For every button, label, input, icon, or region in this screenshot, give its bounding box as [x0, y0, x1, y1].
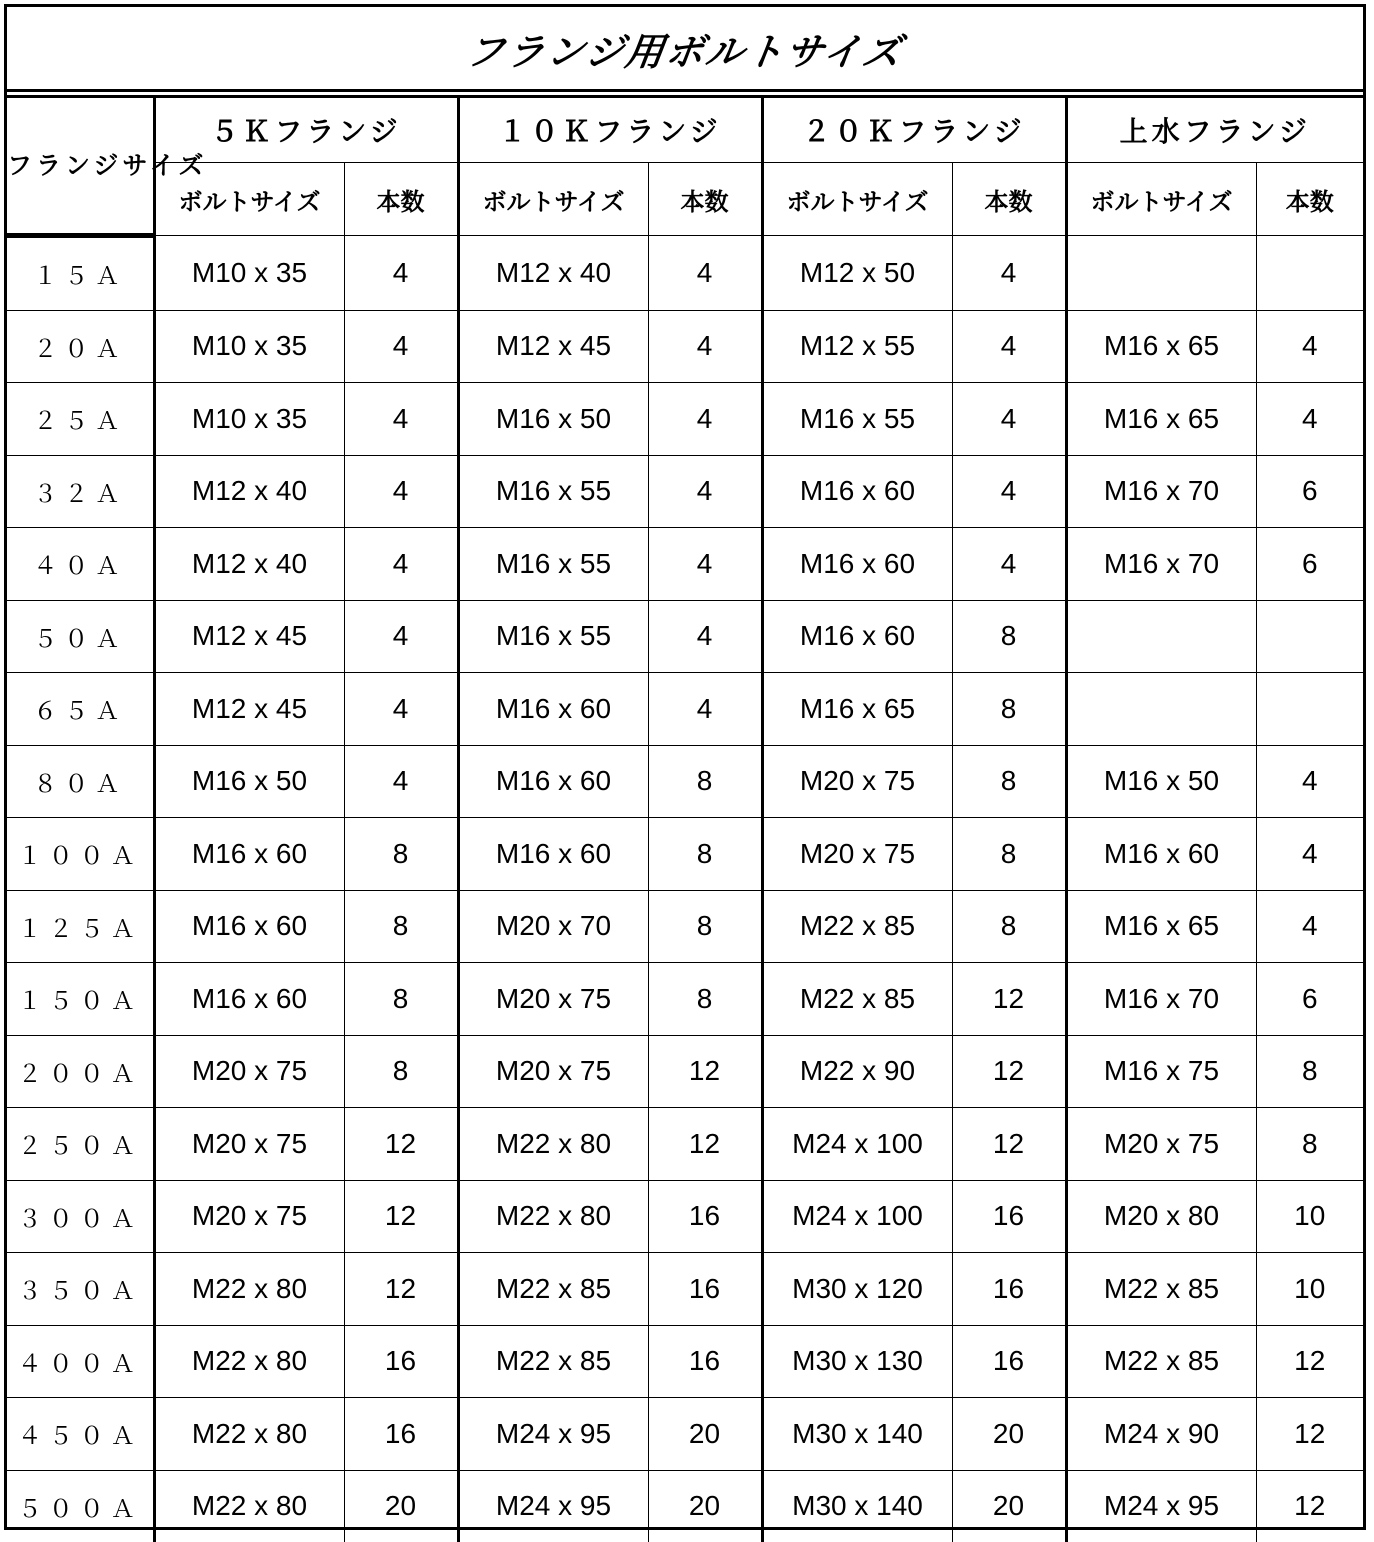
bolt-size-cell — [1066, 673, 1256, 746]
table-row — [7, 310, 1363, 383]
bolt-size-cell: M16 x 60 — [762, 528, 952, 601]
bolt-size-cell: M20 x 75 — [762, 818, 952, 891]
bolt-count-cell: 12 — [952, 1035, 1066, 1108]
header-row-groups — [7, 97, 1363, 163]
bolt-count-cell: 16 — [648, 1253, 762, 1326]
table-row — [7, 818, 1363, 891]
flange-size-cell: ５０Ａ — [7, 600, 154, 673]
flange-size-cell: ５００Ａ — [7, 1470, 154, 1542]
bolt-size-cell: M16 x 50 — [154, 745, 344, 818]
flange-size-cell: ４５０Ａ — [7, 1398, 154, 1471]
header-group-water: 上水フランジ — [1066, 97, 1363, 163]
header-count: 本数 — [648, 163, 762, 236]
bolt-size-cell: M16 x 65 — [762, 673, 952, 746]
bolt-size-cell: M30 x 140 — [762, 1470, 952, 1542]
bolt-count-cell: 8 — [344, 890, 458, 963]
bolt-size-cell: M16 x 50 — [458, 383, 648, 456]
bolt-count-cell: 16 — [952, 1180, 1066, 1253]
bolt-size-cell: M10 x 35 — [154, 310, 344, 383]
bolt-size-cell: M20 x 75 — [458, 963, 648, 1036]
bolt-size-cell: M30 x 130 — [762, 1325, 952, 1398]
title-bar — [7, 7, 1363, 92]
flange-size-cell: ４００Ａ — [7, 1325, 154, 1398]
bolt-count-cell: 8 — [1256, 1108, 1363, 1181]
bolt-count-cell: 4 — [1256, 310, 1363, 383]
bolt-size-cell: M12 x 40 — [154, 528, 344, 601]
bolt-count-cell: 8 — [648, 963, 762, 1036]
header-bolt-size: ボルトサイズ — [1066, 163, 1256, 236]
bolt-count-cell: 8 — [344, 1035, 458, 1108]
bolt-count-cell: 8 — [952, 745, 1066, 818]
bolt-count-cell: 8 — [1256, 1035, 1363, 1108]
bolt-size-cell: M16 x 65 — [1066, 383, 1256, 456]
bolt-count-cell: 20 — [648, 1470, 762, 1542]
bolt-count-cell: 12 — [344, 1253, 458, 1326]
bolt-size-cell: M16 x 70 — [1066, 963, 1256, 1036]
bolt-size-cell: M30 x 140 — [762, 1398, 952, 1471]
flange-size-cell: １５０Ａ — [7, 963, 154, 1036]
bolt-count-cell: 4 — [344, 310, 458, 383]
bolt-count-cell: 16 — [648, 1325, 762, 1398]
bolt-size-cell: M16 x 60 — [154, 890, 344, 963]
bolt-count-cell: 4 — [648, 600, 762, 673]
bolt-size-cell: M12 x 50 — [762, 236, 952, 311]
header-group-20k: ２０Ｋフランジ — [762, 97, 1066, 163]
bolt-count-cell: 8 — [952, 600, 1066, 673]
bolt-count-cell: 8 — [648, 745, 762, 818]
header-count: 本数 — [344, 163, 458, 236]
bolt-count-cell: 4 — [1256, 818, 1363, 891]
bolt-count-cell — [1256, 600, 1363, 673]
table-body — [7, 236, 1363, 1542]
bolt-size-cell: M12 x 55 — [762, 310, 952, 383]
flange-size-cell: １２５Ａ — [7, 890, 154, 963]
bolt-size-cell: M22 x 85 — [1066, 1325, 1256, 1398]
bolt-count-cell: 20 — [952, 1470, 1066, 1542]
bolt-size-cell: M20 x 75 — [154, 1180, 344, 1253]
table-row — [7, 890, 1363, 963]
flange-size-cell: １５Ａ — [7, 236, 154, 311]
bolt-size-cell: M24 x 90 — [1066, 1398, 1256, 1471]
header-row-sub — [7, 163, 1363, 236]
header-group-5k: ５Ｋフランジ — [154, 97, 458, 163]
header-count: 本数 — [1256, 163, 1363, 236]
bolt-size-cell: M10 x 35 — [154, 383, 344, 456]
bolt-count-cell: 16 — [344, 1325, 458, 1398]
bolt-size-cell: M24 x 100 — [762, 1108, 952, 1181]
bolt-size-cell: M16 x 55 — [458, 600, 648, 673]
bolt-size-cell: M16 x 60 — [762, 600, 952, 673]
bolt-size-cell: M20 x 70 — [458, 890, 648, 963]
bolt-size-cell: M16 x 60 — [762, 455, 952, 528]
bolt-size-cell: M16 x 60 — [154, 963, 344, 1036]
header-bolt-size: ボルトサイズ — [762, 163, 952, 236]
flange-size-cell: １００Ａ — [7, 818, 154, 891]
bolt-count-cell — [1256, 236, 1363, 311]
bolt-count-cell: 8 — [952, 673, 1066, 746]
table-row — [7, 963, 1363, 1036]
bolt-size-cell: M20 x 75 — [154, 1035, 344, 1108]
bolt-size-cell: M16 x 50 — [1066, 745, 1256, 818]
bolt-size-cell: M16 x 75 — [1066, 1035, 1256, 1108]
bolt-size-cell: M24 x 95 — [458, 1398, 648, 1471]
bolt-size-cell: M12 x 40 — [154, 455, 344, 528]
bolt-count-cell: 4 — [952, 528, 1066, 601]
bolt-count-cell: 12 — [648, 1035, 762, 1108]
bolt-count-cell: 16 — [648, 1180, 762, 1253]
table-row — [7, 1398, 1363, 1471]
bolt-size-cell: M22 x 80 — [154, 1470, 344, 1542]
bolt-count-cell: 16 — [344, 1398, 458, 1471]
bolt-count-cell: 4 — [1256, 890, 1363, 963]
bolt-count-cell: 4 — [648, 673, 762, 746]
bolt-count-cell: 4 — [344, 528, 458, 601]
bolt-size-cell: M22 x 85 — [762, 890, 952, 963]
header-bolt-size: ボルトサイズ — [154, 163, 344, 236]
table-row — [7, 673, 1363, 746]
bolt-count-cell: 4 — [952, 236, 1066, 311]
table-row — [7, 745, 1363, 818]
table-row — [7, 236, 1363, 311]
bolt-size-cell: M22 x 85 — [1066, 1253, 1256, 1326]
bolt-size-cell: M22 x 80 — [154, 1398, 344, 1471]
bolt-size-cell: M20 x 80 — [1066, 1180, 1256, 1253]
header-count: 本数 — [952, 163, 1066, 236]
header-flange-size: フランジサイズ — [7, 97, 154, 236]
bolt-count-cell: 8 — [344, 963, 458, 1036]
bolt-count-cell: 10 — [1256, 1180, 1363, 1253]
bolt-count-cell: 16 — [952, 1253, 1066, 1326]
flange-size-cell: ３５０Ａ — [7, 1253, 154, 1326]
page-title: フランジ用ボルトサイズ — [463, 21, 907, 76]
bolt-size-cell: M16 x 55 — [458, 528, 648, 601]
bolt-size-cell: M12 x 45 — [154, 673, 344, 746]
flange-size-cell: ２００Ａ — [7, 1035, 154, 1108]
flange-size-cell: ６５Ａ — [7, 673, 154, 746]
bolt-count-cell: 20 — [648, 1398, 762, 1471]
bolt-size-cell: M22 x 80 — [458, 1180, 648, 1253]
bolt-count-cell: 8 — [648, 818, 762, 891]
bolt-size-cell: M16 x 65 — [1066, 890, 1256, 963]
bolt-size-cell: M30 x 120 — [762, 1253, 952, 1326]
bolt-size-cell: M16 x 65 — [1066, 310, 1256, 383]
bolt-count-cell: 4 — [344, 383, 458, 456]
bolt-size-cell: M16 x 60 — [154, 818, 344, 891]
bolt-count-cell: 8 — [648, 890, 762, 963]
flange-size-cell: ２０Ａ — [7, 310, 154, 383]
bolt-count-cell: 8 — [952, 818, 1066, 891]
table-row — [7, 600, 1363, 673]
bolt-count-cell: 6 — [1256, 963, 1363, 1036]
bolt-size-cell: M10 x 35 — [154, 236, 344, 311]
bolt-count-cell: 16 — [952, 1325, 1066, 1398]
bolt-size-cell: M24 x 100 — [762, 1180, 952, 1253]
bolt-count-cell: 12 — [344, 1108, 458, 1181]
bolt-count-cell: 12 — [952, 1108, 1066, 1181]
flange-size-cell: ３２Ａ — [7, 455, 154, 528]
bolt-count-cell: 12 — [1256, 1470, 1363, 1542]
bolt-count-cell: 6 — [1256, 528, 1363, 601]
bolt-size-cell: M16 x 60 — [458, 818, 648, 891]
bolt-size-cell: M22 x 85 — [458, 1253, 648, 1326]
bolt-size-cell: M16 x 70 — [1066, 455, 1256, 528]
bolt-count-cell: 4 — [952, 455, 1066, 528]
bolt-count-cell: 4 — [344, 745, 458, 818]
header-bolt-size: ボルトサイズ — [458, 163, 648, 236]
bolt-count-cell: 4 — [952, 383, 1066, 456]
bolt-size-cell: M16 x 55 — [458, 455, 648, 528]
bolt-count-cell: 8 — [952, 890, 1066, 963]
bolt-size-cell: M24 x 95 — [1066, 1470, 1256, 1542]
bolt-size-cell: M22 x 80 — [458, 1108, 648, 1181]
bolt-count-cell: 12 — [344, 1180, 458, 1253]
bolt-count-cell: 4 — [648, 236, 762, 311]
flange-size-cell: ３００Ａ — [7, 1180, 154, 1253]
bolt-count-cell: 8 — [344, 818, 458, 891]
table-row — [7, 455, 1363, 528]
bolt-size-cell: M16 x 70 — [1066, 528, 1256, 601]
table-row — [7, 1325, 1363, 1398]
bolt-size-cell: M22 x 80 — [154, 1325, 344, 1398]
bolt-size-cell: M16 x 60 — [458, 745, 648, 818]
bolt-count-cell: 12 — [648, 1108, 762, 1181]
bolt-count-cell: 4 — [344, 600, 458, 673]
bolt-count-cell: 4 — [344, 455, 458, 528]
header-group-10k: １０Ｋフランジ — [458, 97, 762, 163]
bolt-count-cell: 20 — [952, 1398, 1066, 1471]
bolt-count-cell: 4 — [952, 310, 1066, 383]
bolt-size-table — [7, 95, 1363, 1542]
bolt-count-cell: 12 — [1256, 1398, 1363, 1471]
table-row — [7, 1470, 1363, 1542]
table-row — [7, 383, 1363, 456]
bolt-count-cell: 4 — [344, 673, 458, 746]
bolt-size-cell: M20 x 75 — [762, 745, 952, 818]
bolt-size-cell: M20 x 75 — [458, 1035, 648, 1108]
flange-size-cell: ２５Ａ — [7, 383, 154, 456]
bolt-size-cell — [1066, 236, 1256, 311]
bolt-size-cell: M20 x 75 — [1066, 1108, 1256, 1181]
bolt-size-cell: M12 x 45 — [154, 600, 344, 673]
table-row — [7, 1253, 1363, 1326]
bolt-size-cell — [1066, 600, 1256, 673]
bolt-count-cell: 4 — [648, 383, 762, 456]
bolt-size-cell: M24 x 95 — [458, 1470, 648, 1542]
table-row — [7, 1180, 1363, 1253]
bolt-size-cell: M22 x 85 — [458, 1325, 648, 1398]
bolt-count-cell: 4 — [648, 310, 762, 383]
flange-size-cell: ２５０Ａ — [7, 1108, 154, 1181]
bolt-count-cell: 20 — [344, 1470, 458, 1542]
flange-size-cell: ８０Ａ — [7, 745, 154, 818]
bolt-count-cell: 12 — [952, 963, 1066, 1036]
table-row — [7, 1108, 1363, 1181]
bolt-count-cell: 4 — [1256, 745, 1363, 818]
bolt-size-cell: M16 x 55 — [762, 383, 952, 456]
bolt-size-sheet — [4, 4, 1366, 1530]
bolt-count-cell: 4 — [648, 528, 762, 601]
bolt-size-cell: M22 x 80 — [154, 1253, 344, 1326]
bolt-count-cell: 12 — [1256, 1325, 1363, 1398]
bolt-size-cell: M16 x 60 — [458, 673, 648, 746]
bolt-size-cell: M16 x 60 — [1066, 818, 1256, 891]
bolt-size-cell: M12 x 40 — [458, 236, 648, 311]
flange-size-cell: ４０Ａ — [7, 528, 154, 601]
bolt-count-cell — [1256, 673, 1363, 746]
bolt-size-cell: M22 x 90 — [762, 1035, 952, 1108]
bolt-count-cell: 10 — [1256, 1253, 1363, 1326]
bolt-size-cell: M22 x 85 — [762, 963, 952, 1036]
table-row — [7, 1035, 1363, 1108]
bolt-size-cell: M12 x 45 — [458, 310, 648, 383]
bolt-count-cell: 4 — [648, 455, 762, 528]
table-row — [7, 528, 1363, 601]
bolt-count-cell: 4 — [344, 236, 458, 311]
bolt-count-cell: 4 — [1256, 383, 1363, 456]
bolt-size-cell: M20 x 75 — [154, 1108, 344, 1181]
bolt-count-cell: 6 — [1256, 455, 1363, 528]
